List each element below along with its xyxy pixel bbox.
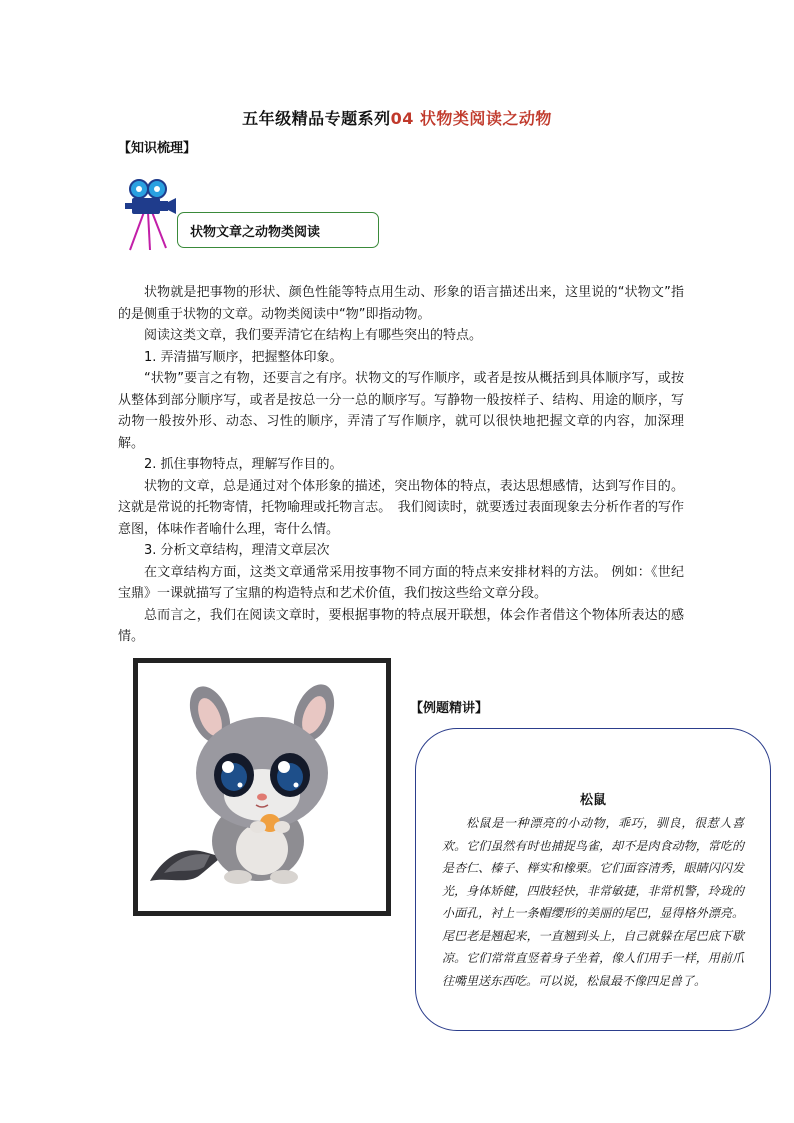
title-prefix: 五年级精品专题系列: [242, 109, 391, 128]
body-text: [118, 282, 684, 648]
body-paragraph: 状物就是把事物的形状、颜色性能等特点用生动、形象的语言描述出来，这里说的“状物文”指的是侧重于状物的文章。动物类阅读中“物”即指动物。: [118, 285, 684, 322]
body-paragraph: “状物”要言之有物，还要言之有序。状物文的写作顺序，或者是按从概括到具体顺序写，或按从整体到部分顺序写，或者是按总一分一总的顺序写。写静物一般按样子、结构、用途的顺序，写动物一般按外形、动态、习性的顺序，弄清了写作顺序，就可以很快地把握文章的内容，加深理解。: [118, 371, 684, 451]
topic-box: [177, 212, 379, 248]
body-paragraph: 总而言之，我们在阅读文章时，要根据事物的特点展开联想，体会作者借这个物体所表达的感情。: [118, 607, 684, 644]
body-paragraph: 状物的文章，总是通过对个体形象的描述，突出物体的特点，表达思想感情，达到写作目的。这就是常说的托物寄情，托物喻理或托物言志。 我们阅读时，就要透过表面现象去分析作者的写作意图，体味作者喻什么理，寄什么情。: [118, 478, 684, 537]
body-paragraph: 阅读这类文章，我们要弄清它在结构上有哪些突出的特点。: [144, 328, 483, 343]
film-camera-icon: [122, 178, 182, 252]
body-paragraph: 1. 弄清描写顺序，把握整体印象。: [144, 349, 343, 365]
body-paragraph: 2. 抓住事物特点，理解写作目的。: [144, 457, 343, 472]
knowledge-section-label: 【知识梳理】: [118, 141, 197, 156]
title-highlight: 04 状物类阅读之动物: [390, 109, 552, 128]
body-paragraph: 在文章结构方面，这类文章通常采用按事物不同方面的特点来安排材料的方法。 例如：《世纪宝鼎》一课就描写了宝鼎的构造特点和艺术价值，我们按这些给文章分段。: [118, 564, 684, 601]
page-title: [0, 106, 794, 129]
example-section-label: 【例题精讲】: [410, 701, 489, 716]
topic-label: 状物文章之动物类阅读: [190, 224, 321, 240]
story-text: 松鼠是一种漂亮的小动物，乖巧，驯良，很惹人喜欢。它们虽然有时也捕捉鸟雀，却不是肉食动物，常吃的是杏仁、榛子、榉实和橡栗。它们面容清秀，眼睛闪闪发光，身体矫健，四肢轻快，非常敏捷，非常机警，玲珑的小面孔，衬上一条帽缨形的美丽的尾巴，显得格外漂亮。尾巴老是翘起来，一直翘到头上，自己就躲在尾巴底下歇凉。它们常常直竖着身子坐着，像人们用手一样，用前爪往嘴里送东西吃。可以说，松鼠最不像四足兽了。: [442, 816, 744, 988]
squirrel-image-frame: [133, 658, 391, 916]
story-title: 松鼠: [579, 793, 606, 808]
squirrel-illustration: [138, 663, 386, 911]
body-paragraph: 3. 分析文章结构，理清文章层次: [144, 543, 330, 558]
story-box: [415, 728, 771, 1031]
